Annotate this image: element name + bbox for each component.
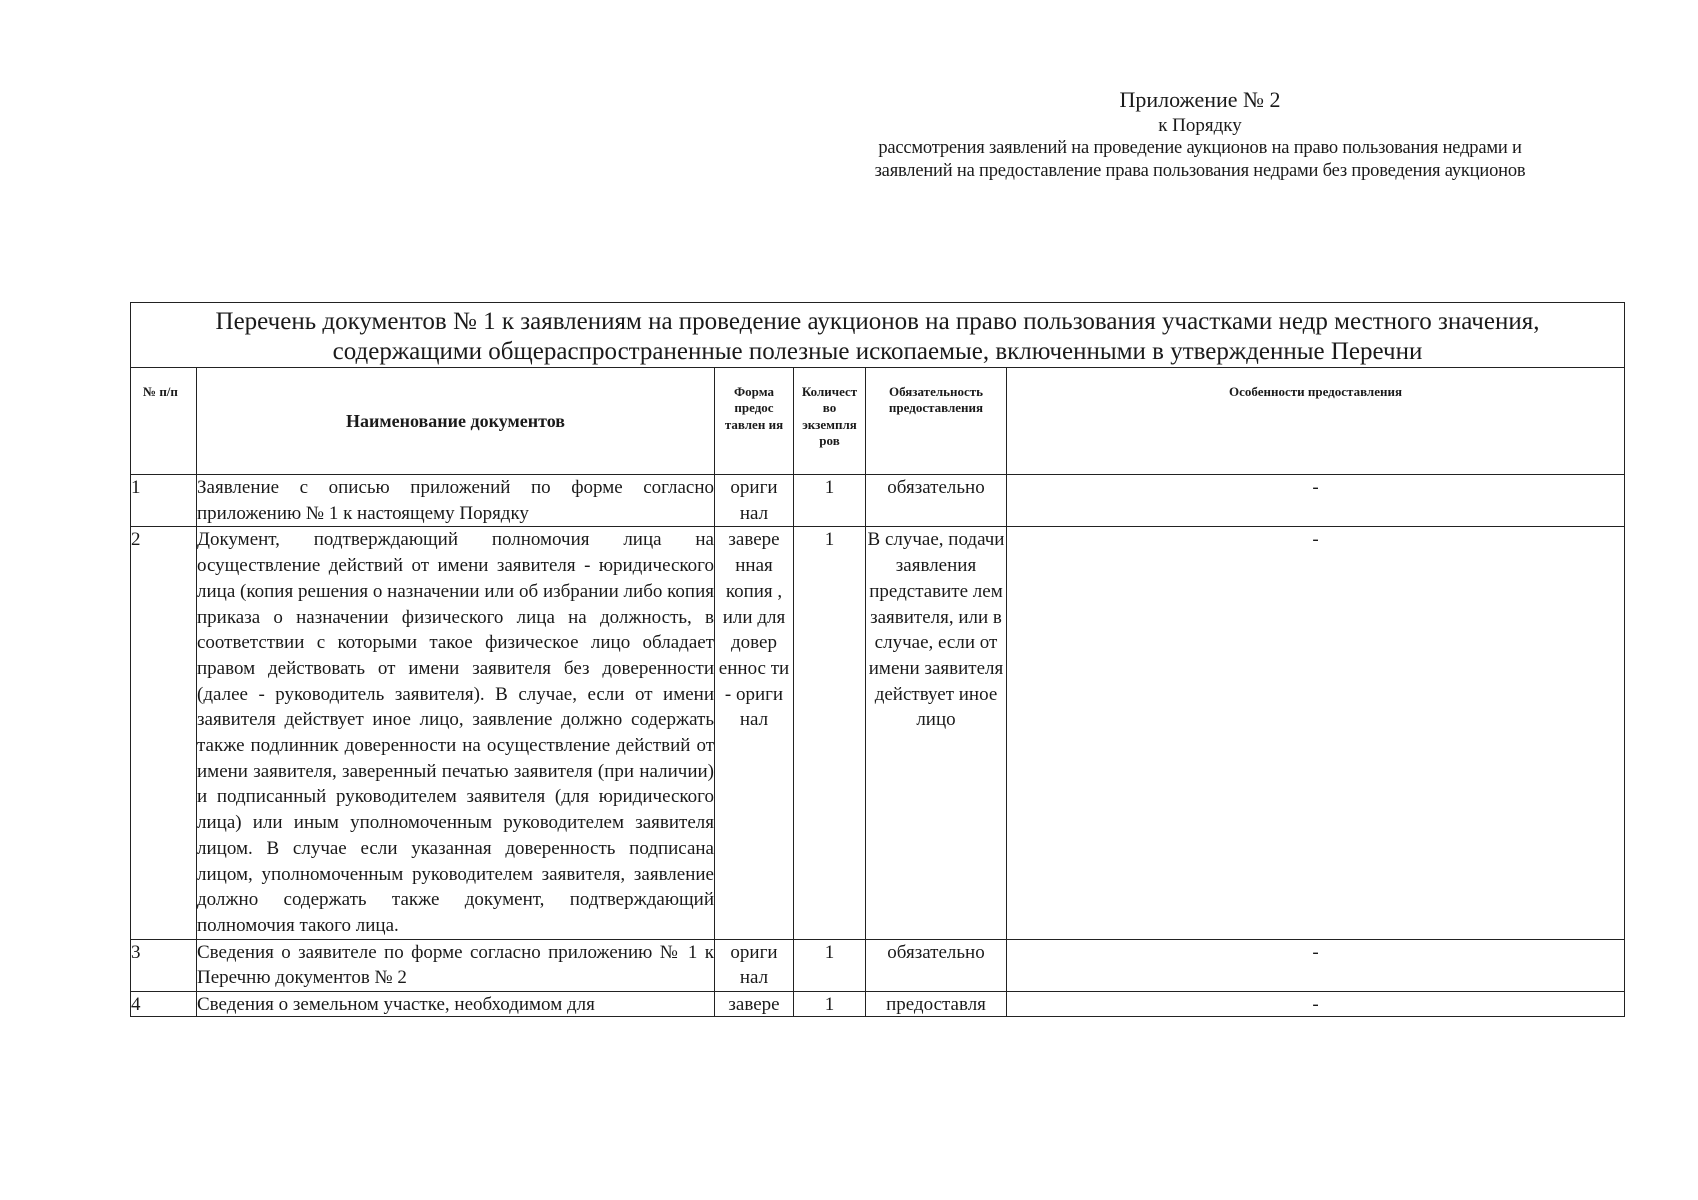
appendix-order-title-line1: рассмотрения заявлений на проведение аукционов на право пользования недрами и: [878, 138, 1522, 159]
row-obligation: предоставля: [886, 994, 986, 1016]
row-qty: 1: [794, 939, 866, 991]
row-num: 1: [131, 475, 197, 527]
col-header-name: Наименование документов: [197, 368, 715, 475]
row-qty: 1: [794, 527, 866, 939]
row-features: -: [1007, 527, 1625, 939]
row-form: ориги нал: [715, 939, 794, 991]
appendix-reference: к Порядку: [1158, 114, 1242, 136]
table-row: [131, 475, 1625, 527]
table-row: [131, 939, 1625, 991]
row-form: завере: [728, 994, 780, 1016]
row-form: ориги нал: [715, 475, 794, 527]
row-obligation: обязательно: [866, 475, 1007, 527]
row-features: -: [1312, 994, 1319, 1016]
col-header-qty: Количест во экземпля ров: [794, 368, 866, 475]
col-header-obligation: Обязательность предоставления: [866, 368, 1007, 475]
row-obligation: В случае, подачи заявления представите лем заявителя, или в случае, если от имени заявителя действует иное лицо: [866, 527, 1007, 939]
row-qty: 1: [794, 475, 866, 527]
appendix-number: Приложение № 2: [1119, 87, 1281, 112]
col-header-num: № п/п: [131, 368, 197, 475]
row-num: 3: [131, 939, 197, 991]
appendix-order-title-line2: заявлений на предоставление права пользования недрами без проведения аукционов: [874, 161, 1526, 182]
row-num: 4: [131, 994, 141, 1016]
row-features: -: [1007, 475, 1625, 527]
col-header-form: Форма предос тавлен ия: [715, 368, 794, 475]
col-header-features: Особенности предоставления: [1007, 368, 1625, 475]
row-num: 2: [131, 527, 197, 939]
row-obligation: обязательно: [866, 939, 1007, 991]
row-name: Заявление с описью приложений по форме согласно приложению № 1 к настоящему Порядку: [197, 475, 715, 527]
row-features: -: [1007, 939, 1625, 991]
table-row: [131, 992, 1625, 1017]
row-form: завере нная копия , или для довер еннос ти - ориги нал: [715, 527, 794, 939]
appendix-header: [780, 86, 1620, 184]
row-name: Сведения о заявителе по форме согласно приложению № 1 к Перечню документов № 2: [197, 939, 715, 991]
row-name: Сведения о земельном участке, необходимом для: [197, 994, 595, 1016]
table-row: [131, 527, 1625, 939]
table-header-row: [131, 368, 1625, 475]
row-qty: 1: [824, 994, 835, 1016]
documents-table: [130, 302, 1625, 1017]
table-title: Перечень документов № 1 к заявлениям на проведение аукционов на право пользования участками недр местного значения, содержащими общераспространенные полезные ископаемые, включенными в утвержденные Перечни: [131, 303, 1625, 368]
row-name: Документ, подтверждающий полномочия лица на осуществление действий от имени заявителя - юридического лица (копия решения о назначении или об избрании либо копия приказа о назначении физического лица на должность, в соответствии с которыми такое физическое лицо обладает правом действовать от имени заявителя без доверенности (далее - руководитель заявителя). В случае, если от имени заявителя действует иное лицо, заявление должно содержать также подлинник доверенности на осуществление действий от имени заявителя, заверенный печатью заявителя (при наличии) и подписанный руководителем заявителя (для юридического лица) или иным уполномоченным руководителем заявителя лицом. В случае если указанная доверенность подписана лицом, уполномоченным руководителем заявителя, заявление должно содержать также документ, подтверждающий полномочия такого лица.: [197, 527, 715, 939]
